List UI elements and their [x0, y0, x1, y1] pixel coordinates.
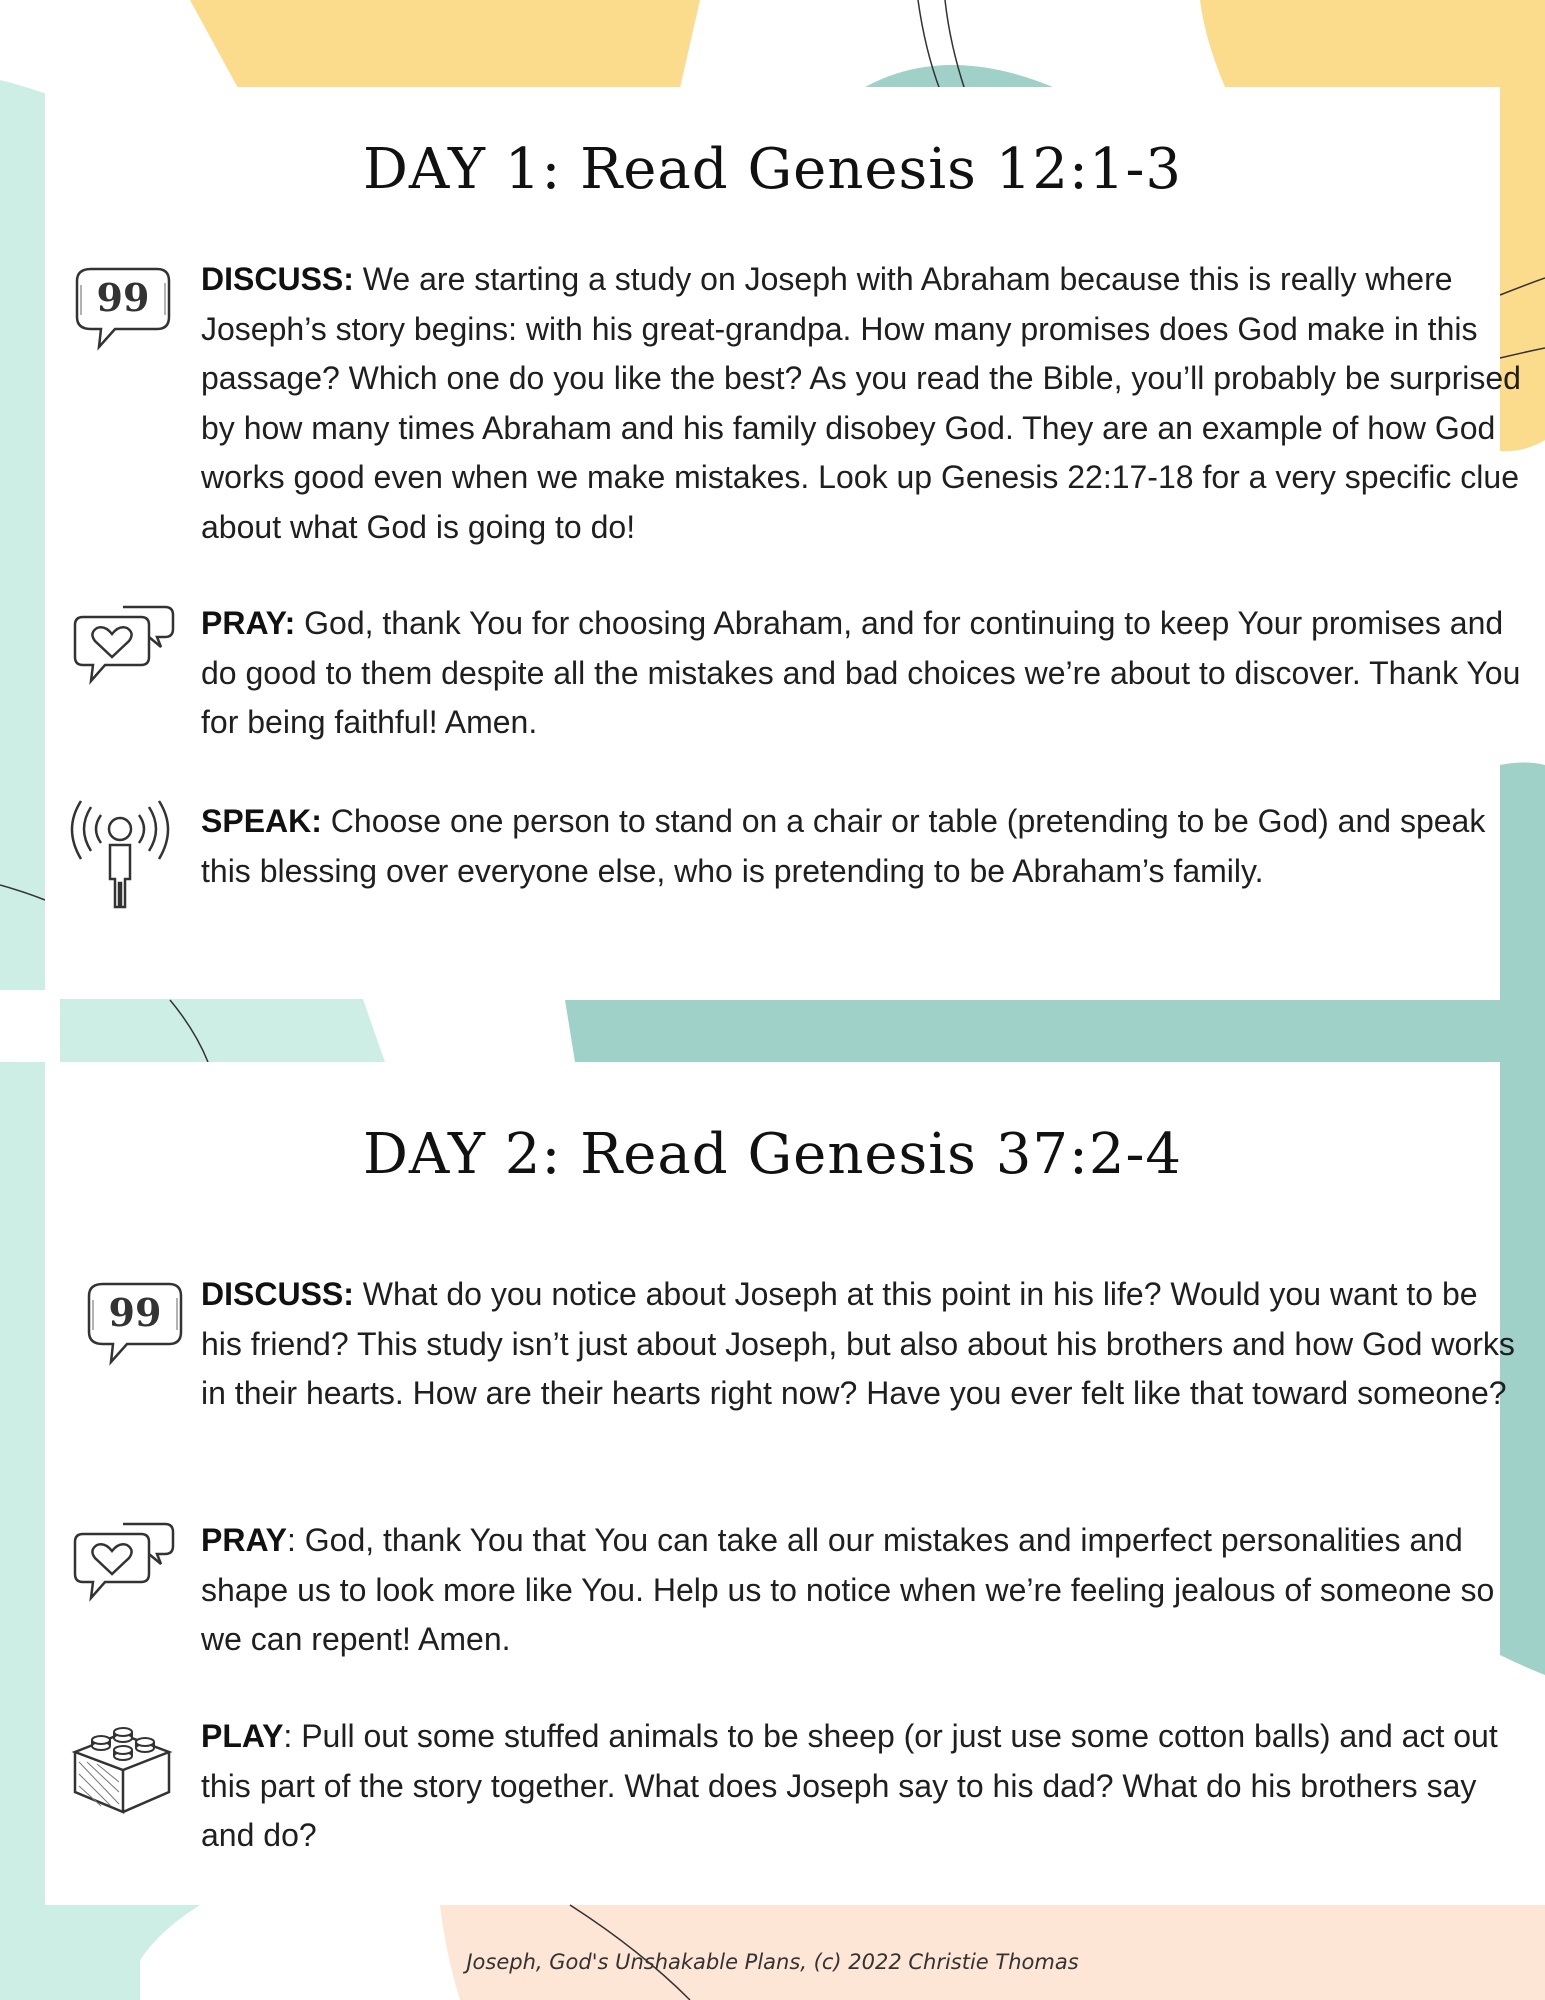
svg-text:99: 99	[108, 1290, 162, 1335]
day2-title: DAY 2: Read Genesis 37:2-4	[362, 1122, 1183, 1187]
pray-label: PRAY	[201, 1522, 287, 1558]
teal-band-middle	[565, 1000, 1545, 1062]
person-speaking-icon	[65, 797, 175, 917]
heart-speech-bubbles-icon	[65, 1516, 175, 1626]
pray-body: God, thank You for choosing Abraham, and for continuing to keep Your promises and do good to them despite all the mistakes and bad choices we’re about to discover. Thank You for being faithful! Amen.	[201, 605, 1521, 740]
day1-speak-text	[201, 797, 1521, 896]
speech-bubble-quote-icon	[77, 1270, 187, 1380]
speech-bubble-quote-icon	[65, 255, 175, 365]
discuss-body: We are starting a study on Joseph with Abraham because this is really where Joseph’s story begins: with his great-grandpa. How many promises does God make in this passage? Which one do you like the best? As you read the Bible, you’ll probably be surprised by how many times Abraham and his family disobey God. They are an example of how God works good even when we make mistakes. Look up Genesis 22:17-18 for a very specific clue about what God is going to do!	[201, 261, 1521, 545]
play-body: : Pull out some stuffed animals to be sheep (or just use some cotton balls) and act out this part of the story together. What does Joseph say to his dad? What do his brothers say and do?	[201, 1718, 1498, 1853]
heart-speech-bubbles-icon	[65, 599, 175, 709]
day1-title: DAY 1: Read Genesis 12:1-3	[362, 137, 1183, 202]
day2-discuss-text	[201, 1270, 1521, 1419]
lego-brick-icon	[65, 1712, 175, 1822]
speak-label: SPEAK:	[201, 803, 322, 839]
footer-copyright: Joseph, God's Unshakable Plans, (c) 2022 Christie Thomas	[466, 1950, 1079, 1974]
discuss-label: DISCUSS:	[201, 1276, 354, 1312]
svg-text:99: 99	[96, 275, 150, 320]
day1-discuss-text	[201, 255, 1521, 552]
speak-body: Choose one person to stand on a chair or table (pretending to be God) and speak this blessing over everyone else, who is pretending to be Abraham’s family.	[201, 803, 1486, 889]
pray-label: PRAY:	[201, 605, 296, 641]
day2-card	[45, 1062, 1515, 1902]
discuss-body: What do you notice about Joseph at this point in his life? Would you want to be his friend? This study isn’t just about Joseph, but also about his brothers and how God works in their hearts. How are their hearts right now? Have you ever felt like that toward someone?	[201, 1276, 1515, 1411]
day2-pray-text	[201, 1516, 1521, 1665]
day2-play-text	[201, 1712, 1521, 1861]
discuss-label: DISCUSS:	[201, 261, 354, 297]
play-label: PLAY	[201, 1718, 284, 1754]
day1-card	[45, 87, 1521, 999]
pray-body: : God, thank You that You can take all our mistakes and imperfect personalities and shape us to look more like You. Help us to notice when we’re feeling jealous of someone so we can repent! Amen.	[201, 1522, 1495, 1657]
day1-pray-text	[201, 599, 1521, 748]
